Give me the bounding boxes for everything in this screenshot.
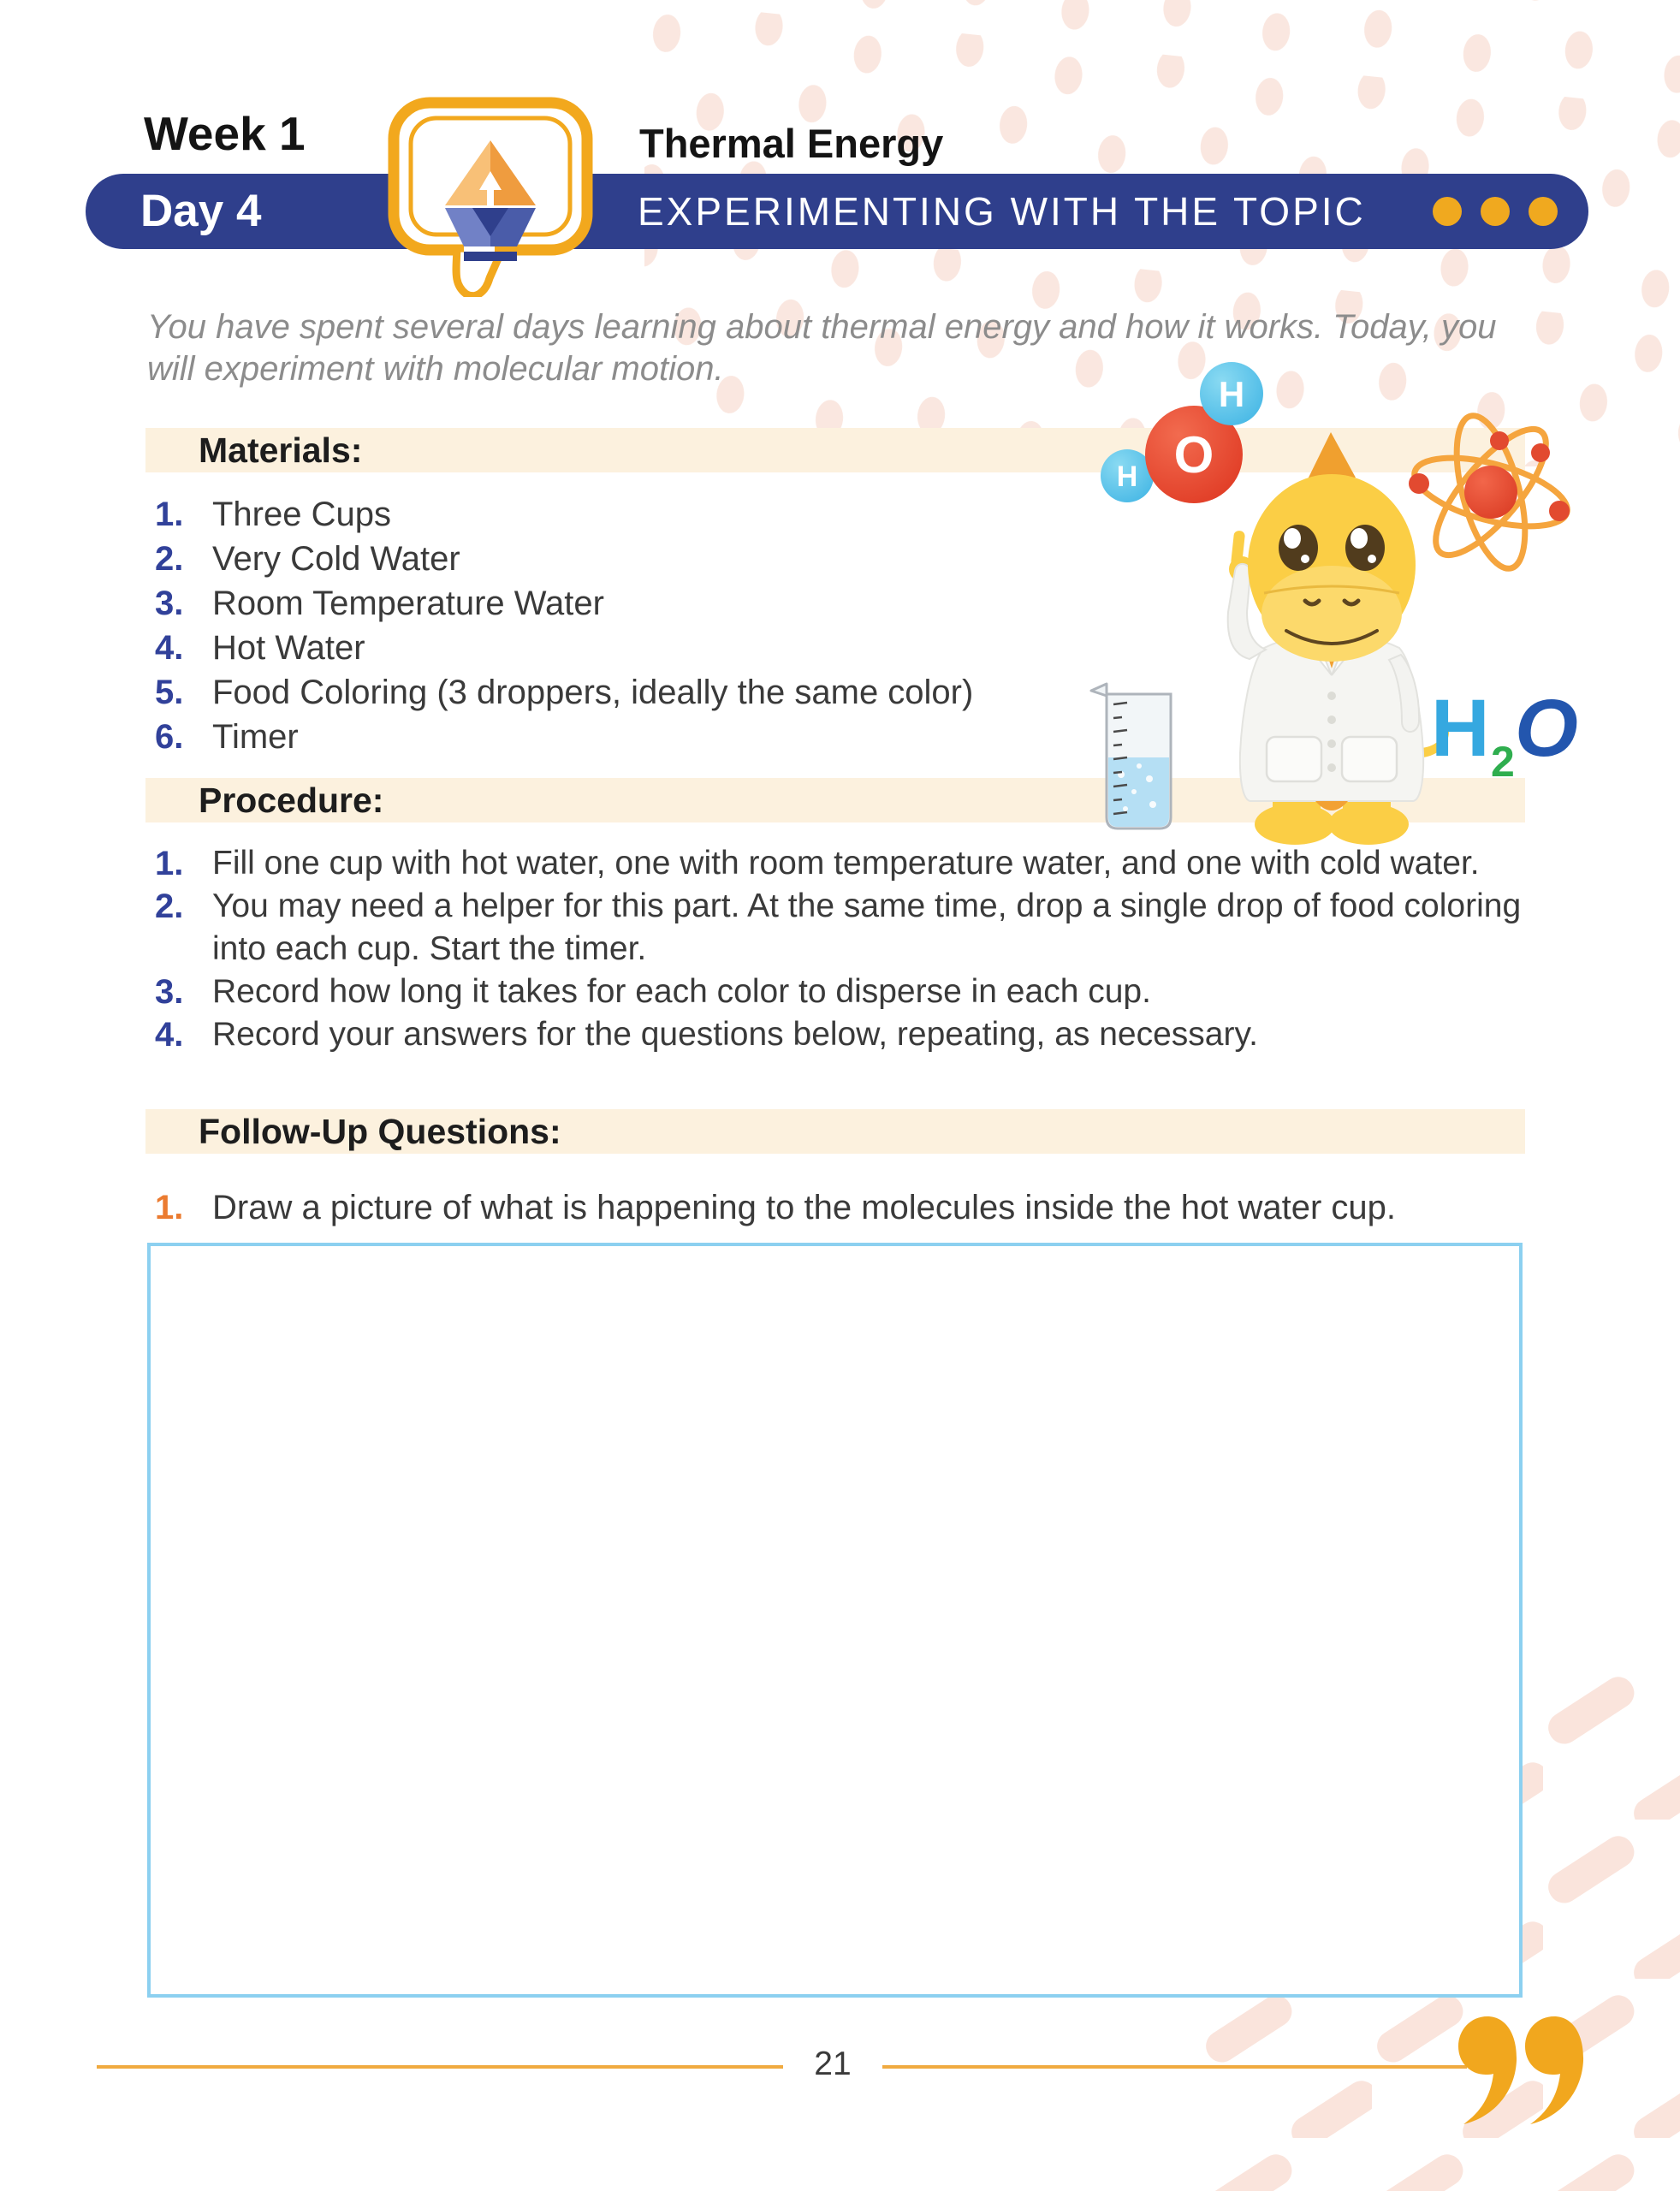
beaker-icon [1091, 684, 1171, 828]
scientist-dino-mascot [1228, 432, 1450, 845]
item-number: 4. [155, 629, 184, 667]
item-text: Record your answers for the questions below, repeating, as necessary. [212, 1016, 1258, 1053]
drawing-answer-box[interactable] [147, 1243, 1523, 1998]
item-number: 2. [155, 540, 184, 578]
molecule-h-label: H [1116, 460, 1138, 493]
banner-dots-icon [1433, 174, 1558, 249]
day-label: Day 4 [140, 186, 262, 236]
item-text: Three Cups [212, 496, 391, 533]
item-text: Fill one cup with hot water, one with room temperature water, and one with cold water. [212, 845, 1480, 882]
item-text: Record how long it takes for each color to disperse in each cup. [212, 973, 1151, 1010]
item-number: 2. [155, 888, 184, 925]
day-banner [86, 174, 1588, 249]
item-number: 1. [155, 845, 184, 882]
item-text: Timer [212, 718, 299, 756]
materials-heading: Materials: [199, 430, 363, 470]
list-item [155, 1186, 1558, 1229]
h2o-label [1431, 683, 1578, 786]
list-item [155, 581, 973, 626]
item-number: 4. [155, 1016, 184, 1054]
item-number: 6. [155, 718, 184, 756]
procedure-list [155, 842, 1558, 1056]
list-item [155, 626, 973, 670]
molecule-h-label: H [1218, 374, 1245, 414]
atom-icon [1408, 409, 1575, 576]
item-number: 1. [155, 496, 184, 533]
item-number: 5. [155, 674, 184, 711]
followup-list [155, 1186, 1558, 1229]
intro-paragraph: You have spent several days learning about thermal energy and how it works. Today, you will experiment with molecular motion. [147, 308, 1497, 388]
week-label: Week 1 [144, 107, 306, 160]
footer-rule-left [97, 2065, 783, 2069]
list-item [155, 885, 1558, 971]
speech-bubble-pen-icon [383, 96, 597, 297]
item-number: 1. [155, 1189, 184, 1226]
topic-title: Thermal Energy [639, 121, 944, 166]
item-text: Room Temperature Water [212, 585, 604, 622]
list-item [155, 1013, 1558, 1056]
item-text: Food Coloring (3 droppers, ideally the same color) [212, 674, 974, 711]
item-number: 3. [155, 973, 184, 1011]
list-item [155, 492, 973, 537]
list-item [155, 670, 973, 715]
followup-heading: Follow-Up Questions: [199, 1112, 561, 1151]
item-text: Draw a picture of what is happening to the molecules inside the hot water cup. [212, 1189, 1397, 1226]
materials-list [155, 492, 973, 759]
item-number: 3. [155, 585, 184, 622]
molecule-o-label: O [1173, 426, 1214, 484]
h2o-subscript: 2 [1491, 738, 1515, 786]
item-text: Very Cold Water [212, 540, 460, 578]
science-scene [1074, 355, 1680, 847]
item-text: Hot Water [212, 629, 365, 667]
page-number: 21 [814, 2046, 852, 2082]
followup-section-band [145, 1109, 1525, 1154]
procedure-heading: Procedure: [199, 781, 384, 820]
banner-title: EXPERIMENTING WITH THE TOPIC [638, 189, 1366, 234]
h2o-h: H [1431, 683, 1490, 774]
quote-icon [1455, 2013, 1592, 2133]
list-item [155, 842, 1558, 885]
h2o-o: O [1515, 683, 1578, 774]
footer-rule-right [882, 2065, 1467, 2069]
list-item [155, 537, 973, 581]
item-text: You may need a helper for this part. At the same time, drop a single drop of food coloring into each cup. Start the timer. [212, 888, 1522, 967]
list-item [155, 715, 973, 759]
list-item [155, 971, 1558, 1013]
